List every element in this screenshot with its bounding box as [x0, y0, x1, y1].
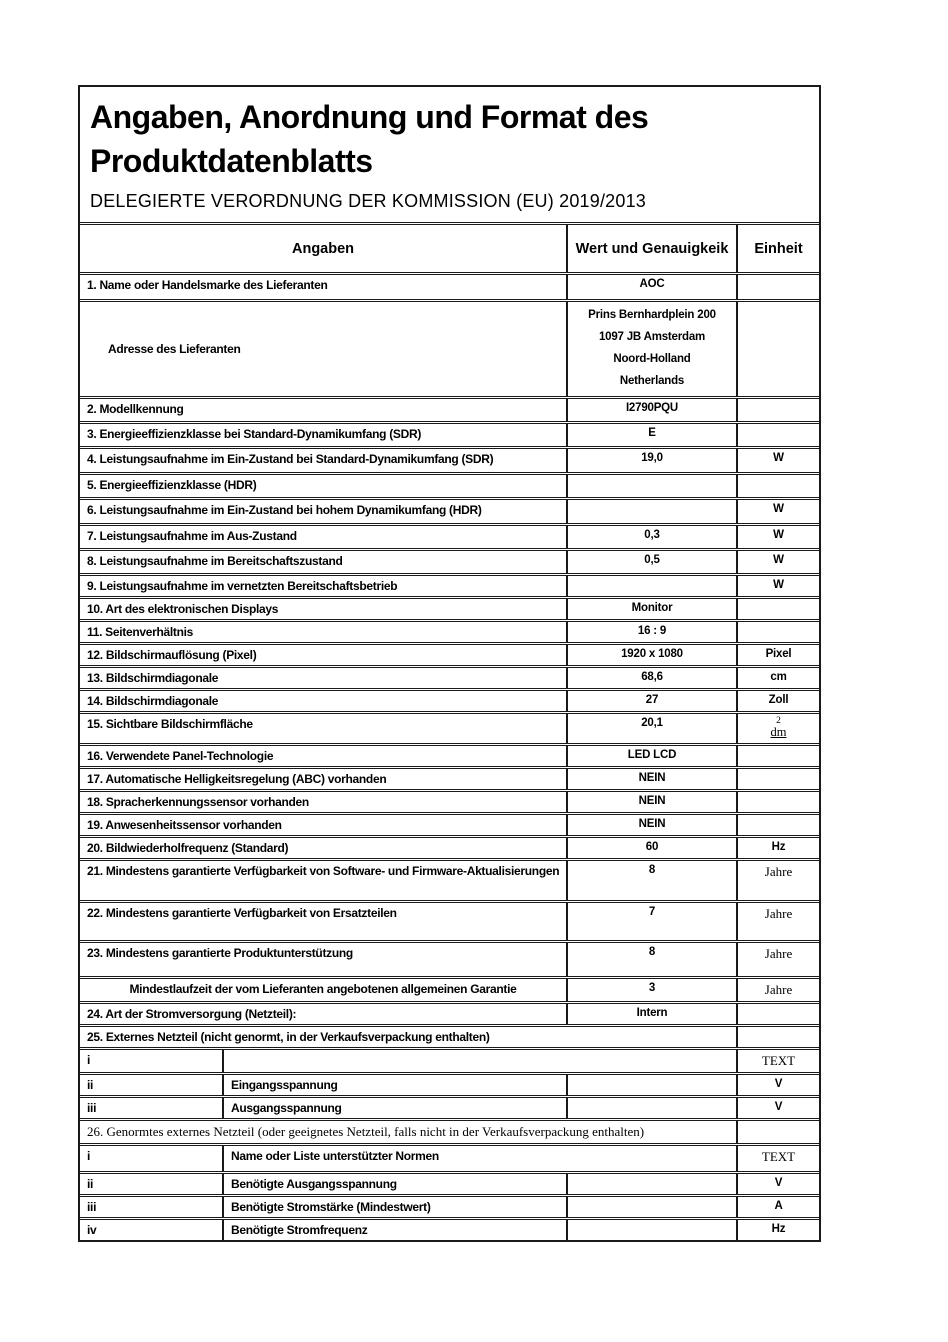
table-row: [80, 1047, 819, 1072]
row-unit: [736, 599, 819, 619]
row-value: 19,0: [566, 449, 736, 472]
table-row: [80, 976, 819, 1001]
table-row: [80, 1194, 819, 1217]
row-label: Benötigte Stromfrequenz: [222, 1220, 566, 1240]
row-unit: Zoll: [736, 691, 819, 711]
row-label: 23. Mindestens garantierte Produktunterstützung: [87, 945, 353, 960]
row-value: NEIN: [566, 815, 736, 835]
row-value: [566, 1197, 736, 1217]
table-header-row: [80, 222, 819, 272]
row-unit: Hz: [736, 838, 819, 858]
table-row: [80, 573, 819, 596]
unit-base: dm: [770, 725, 787, 740]
row-value: [566, 1174, 736, 1194]
table-row: [80, 665, 819, 688]
row-value: [566, 500, 736, 523]
row-label: 16. Verwendete Panel-Technologie: [87, 748, 274, 763]
row-unit: W: [736, 576, 819, 596]
table-row: [80, 1143, 819, 1171]
row-unit: Hz: [736, 1220, 819, 1240]
row-value: [566, 576, 736, 596]
row-label: Ausgangsspannung: [222, 1098, 566, 1118]
row-value: 8: [566, 861, 736, 900]
row-unit: [736, 746, 819, 766]
row-label: 14. Bildschirmdiagonale: [87, 693, 219, 708]
row-label: 6. Leistungsaufnahme im Ein-Zustand bei hohem Dynamikumfang (HDR): [87, 502, 482, 517]
row-label: Eingangsspannung: [222, 1075, 566, 1095]
row-value: NEIN: [566, 769, 736, 789]
row-label: 17. Automatische Helligkeitsregelung (ABC) vorhanden: [87, 771, 387, 786]
row-unit: [736, 769, 819, 789]
header-wert: Wert und Genauigkeik: [566, 225, 736, 272]
page-subtitle: DELEGIERTE VERORDNUNG DER KOMMISSION (EU) 2019/2013: [90, 191, 647, 212]
row-label: 3. Energieeffizienzklasse bei Standard-Dynamikumfang (SDR): [87, 426, 422, 441]
row-numeral: i: [87, 1052, 91, 1067]
table-row: [80, 619, 819, 642]
row-label: 19. Anwesenheitssensor vorhanden: [87, 817, 282, 832]
row-unit: [736, 275, 819, 299]
row-unit: W: [736, 551, 819, 573]
row-label: 2. Modellkennung: [87, 401, 184, 416]
row-unit: [736, 475, 819, 497]
row-label: 25. Externes Netzteil (nicht genormt, in der Verkaufsverpackung enthalten): [87, 1029, 490, 1044]
row-value: [566, 475, 736, 497]
row-value: E: [566, 424, 736, 446]
row-value: 0,5: [566, 551, 736, 573]
row-label: 11. Seitenverhältnis: [87, 624, 194, 639]
row-value: [566, 302, 736, 395]
row-unit: cm: [736, 668, 819, 688]
row-label: 21. Mindestens garantierte Verfügbarkeit von Software- und Firmware-Aktualisierungen: [87, 863, 560, 878]
table-row: [80, 711, 819, 743]
row-unit: V: [736, 1174, 819, 1194]
table-row: [80, 272, 819, 299]
row-unit: Jahre: [736, 943, 819, 976]
address-line: Noord-Holland: [613, 353, 691, 365]
table-row: [80, 497, 819, 523]
unit-superscript: 2: [776, 715, 781, 726]
row-numeral: iv: [87, 1222, 97, 1237]
row-value: Intern: [566, 1004, 736, 1024]
row-value: I2790PQU: [566, 399, 736, 421]
row-label: [222, 1050, 736, 1072]
row-value: 3: [566, 979, 736, 1001]
row-value: 16 : 9: [566, 622, 736, 642]
row-label: Benötigte Stromstärke (Mindestwert): [222, 1197, 566, 1217]
row-value: 60: [566, 838, 736, 858]
row-value: 8: [566, 943, 736, 976]
table-row: [80, 548, 819, 573]
table-row: [80, 900, 819, 940]
row-label: Mindestlaufzeit der vom Lieferanten angebotenen allgemeinen Garantie: [129, 981, 517, 996]
table-row: [80, 1024, 819, 1047]
row-unit: [736, 622, 819, 642]
table-row: [80, 835, 819, 858]
row-unit: W: [736, 500, 819, 523]
table-row: [80, 1072, 819, 1095]
row-unit: [736, 399, 819, 421]
table-row: [80, 766, 819, 789]
row-unit: [736, 815, 819, 835]
table-row: [80, 523, 819, 548]
address-line: Netherlands: [619, 374, 685, 387]
table-row: [80, 446, 819, 472]
row-unit: [736, 1027, 819, 1047]
row-unit: Pixel: [736, 645, 819, 665]
page-title: Angaben, Anordnung und Format des Produktdatenblatts: [90, 99, 649, 180]
row-value: [566, 1098, 736, 1118]
row-label: 8. Leistungsaufnahme im Bereitschaftszustand: [87, 553, 343, 568]
title-block: [80, 87, 819, 222]
row-unit: V: [736, 1075, 819, 1095]
row-unit: W: [736, 449, 819, 472]
row-label: 9. Leistungsaufnahme im vernetzten Bereitschaftsbetrieb: [87, 578, 398, 593]
row-value: 0,3: [566, 526, 736, 548]
row-label: 4. Leistungsaufnahme im Ein-Zustand bei Standard-Dynamikumfang (SDR): [87, 451, 494, 466]
row-label: 15. Sichtbare Bildschirmfläche: [87, 716, 253, 731]
row-label: 24. Art der Stromversorgung (Netzteil):: [87, 1006, 297, 1021]
table-row: [80, 688, 819, 711]
table-row: [80, 1217, 819, 1240]
table-row: [80, 1118, 819, 1143]
row-unit: Jahre: [736, 861, 819, 900]
row-value: 27: [566, 691, 736, 711]
product-datasheet: [78, 85, 821, 1242]
row-unit: W: [736, 526, 819, 548]
row-unit: [736, 714, 819, 743]
row-label: 1. Name oder Handelsmarke des Lieferanten: [87, 278, 328, 293]
row-unit: [736, 1004, 819, 1024]
row-value: NEIN: [566, 792, 736, 812]
row-unit: [736, 424, 819, 446]
table-row: [80, 858, 819, 900]
row-label: 18. Spracherkennungssensor vorhanden: [87, 794, 309, 809]
row-unit: A: [736, 1197, 819, 1217]
row-value: Monitor: [566, 599, 736, 619]
row-unit: TEXT: [736, 1050, 819, 1072]
row-label: 10. Art des elektronischen Displays: [87, 601, 279, 616]
row-numeral: ii: [87, 1077, 94, 1092]
row-label: Benötigte Ausgangsspannung: [222, 1174, 566, 1194]
row-numeral: iii: [87, 1100, 97, 1115]
row-numeral: ii: [87, 1176, 94, 1191]
table-row: [80, 396, 819, 421]
table-row: [80, 1095, 819, 1118]
row-value: 1920 x 1080: [566, 645, 736, 665]
table-row: [80, 743, 819, 766]
header-einheit: Einheit: [736, 225, 819, 272]
row-unit: Jahre: [736, 979, 819, 1001]
table-row: [80, 1001, 819, 1024]
table-row: [80, 642, 819, 665]
row-label: 26. Genormtes externes Netzteil (oder geeignetes Netzteil, falls nicht in der Verkaufsverpackung enthalten): [87, 1123, 645, 1139]
row-label: 12. Bildschirmauflösung (Pixel): [87, 647, 257, 662]
table-row: [80, 1171, 819, 1194]
table-row: [80, 421, 819, 446]
table-row: [80, 299, 819, 395]
header-angaben: Angaben: [291, 240, 355, 257]
row-unit: [736, 792, 819, 812]
row-label: 7. Leistungsaufnahme im Aus-Zustand: [87, 528, 297, 543]
row-label: Adresse des Lieferanten: [108, 342, 241, 356]
row-unit: Jahre: [736, 903, 819, 940]
row-numeral: iii: [87, 1199, 97, 1214]
row-value: [566, 1220, 736, 1240]
table-row: [80, 472, 819, 497]
row-unit: V: [736, 1098, 819, 1118]
table-row: [80, 789, 819, 812]
address-line: 1097 JB Amsterdam: [598, 331, 706, 344]
row-value: 68,6: [566, 668, 736, 688]
table-row: [80, 812, 819, 835]
table-row: [80, 596, 819, 619]
row-label: Name oder Liste unterstützter Normen: [222, 1146, 736, 1171]
table-row: [80, 940, 819, 976]
row-value: 20,1: [566, 714, 736, 743]
row-label: 5. Energieeffizienzklasse (HDR): [87, 477, 257, 492]
row-value: 7: [566, 903, 736, 940]
row-value: [566, 1075, 736, 1095]
row-unit: [736, 302, 819, 395]
row-value: LED LCD: [566, 746, 736, 766]
row-unit: [736, 1121, 819, 1143]
address-line: Prins Bernhardplein 200: [588, 309, 716, 322]
row-numeral: i: [87, 1148, 91, 1163]
row-unit: TEXT: [736, 1146, 819, 1171]
row-value: AOC: [566, 275, 736, 299]
row-label: 22. Mindestens garantierte Verfügbarkeit von Ersatzteilen: [87, 905, 397, 920]
row-label: 13. Bildschirmdiagonale: [87, 670, 219, 685]
row-label: 20. Bildwiederholfrequenz (Standard): [87, 840, 289, 855]
